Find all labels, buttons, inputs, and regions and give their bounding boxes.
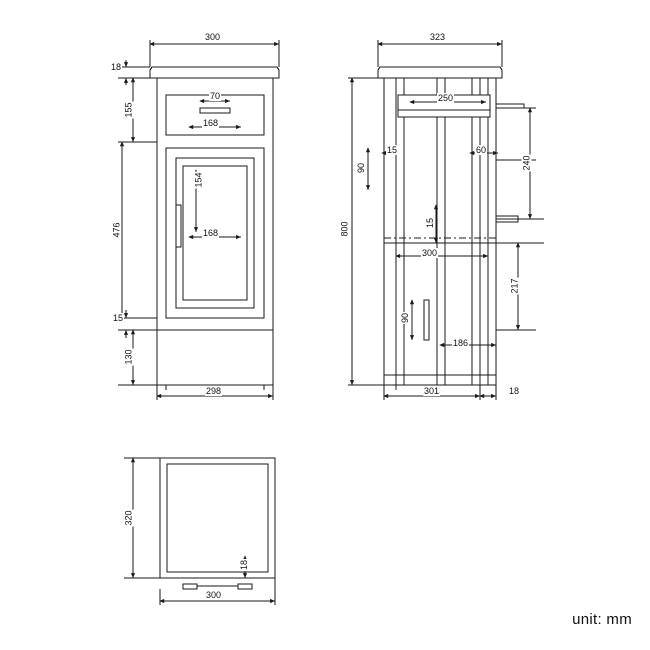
dim-front-gap: 15 bbox=[113, 313, 124, 323]
unit-label: unit: mm bbox=[572, 611, 632, 628]
dim-side-height-90-top: 90 bbox=[356, 162, 367, 174]
dim-side-door-thickness: 18 bbox=[509, 386, 520, 396]
dim-side-height-240: 240 bbox=[521, 155, 532, 171]
dim-front-handle-width: 70 bbox=[210, 91, 221, 101]
dim-side-offset-15: 15 bbox=[387, 145, 398, 155]
dim-side-top-depth: 323 bbox=[430, 32, 446, 42]
dim-top-front-thickness: 18 bbox=[239, 559, 250, 571]
dim-side-height-90-bottom: 90 bbox=[400, 312, 411, 324]
dim-side-mid-300: 300 bbox=[422, 248, 438, 258]
dim-side-height-217: 217 bbox=[509, 278, 520, 294]
dim-top-depth: 320 bbox=[123, 510, 134, 526]
dim-front-door-inner-width: 168 bbox=[203, 228, 219, 238]
dim-front-drawer-height: 155 bbox=[123, 102, 134, 118]
dim-top-width: 300 bbox=[206, 590, 222, 600]
dim-front-body-width: 298 bbox=[206, 386, 222, 396]
top-view-geometry bbox=[160, 458, 275, 589]
dim-side-total-height: 800 bbox=[339, 221, 350, 237]
dim-front-top-width: 300 bbox=[205, 32, 221, 42]
dim-side-mid-15: 15 bbox=[425, 217, 436, 229]
dim-front-plinth-height: 130 bbox=[123, 349, 134, 365]
dim-front-door-height: 476 bbox=[111, 222, 122, 238]
dim-side-rail-length: 250 bbox=[438, 93, 454, 103]
dim-front-top-thickness: 18 bbox=[111, 62, 122, 72]
dim-front-drawer-inner-width: 168 bbox=[203, 118, 219, 128]
dim-side-body-depth: 301 bbox=[424, 386, 440, 396]
dim-side-offset-60: 60 bbox=[476, 145, 487, 155]
dim-front-door-inner-height: 154 bbox=[193, 172, 204, 188]
dim-side-length-186: 186 bbox=[453, 338, 469, 348]
side-view-geometry bbox=[378, 67, 524, 390]
